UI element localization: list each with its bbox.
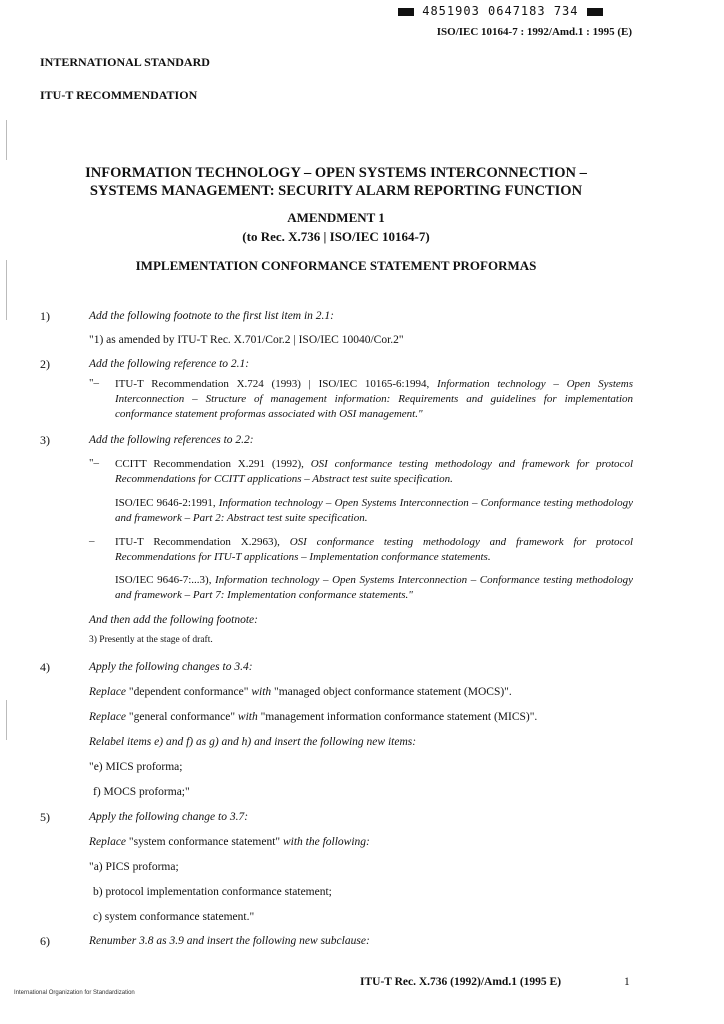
replace-old: "dependent conformance" (128, 686, 252, 698)
replace-word: Replace (89, 711, 129, 723)
replace-new: "managed object conformance statement (MOCS)". (274, 686, 512, 698)
item-5-a: "a) PICS proforma; (89, 861, 179, 873)
item-number-5: 5) (40, 810, 50, 824)
item-5-b: b) protocol implementation conformance statement; (93, 886, 332, 898)
item-2-reference (115, 377, 633, 422)
amendment-label: AMENDMENT 1 (287, 210, 385, 225)
title-line-1: INFORMATION TECHNOLOGY – OPEN SYSTEMS INTERCONNECTION – (85, 165, 587, 181)
item-3-reference-1 (115, 457, 633, 487)
barcode-block-right (587, 8, 603, 16)
item-1-instruction: Add the following footnote to the first list item in 2.1: (89, 310, 335, 322)
with-word: with (237, 711, 261, 723)
item-6-instruction: Renumber 3.8 as 3.9 and insert the following new subclause: (89, 935, 370, 947)
recommendation-label: ITU-T RECOMMENDATION (40, 88, 198, 102)
scan-edge-mark (6, 700, 7, 740)
ref-plain: ITU-T Recommendation X.2963), (115, 536, 290, 548)
item-4-new-e: "e) MICS proforma; (89, 761, 183, 773)
item-3-dash-2: – (89, 535, 95, 547)
ref-plain: ITU-T Recommendation X.724 (1993) | ISO/IEC 10165-6:1994, (115, 378, 438, 390)
subtitle: IMPLEMENTATION CONFORMANCE STATEMENT PROFORMAS (135, 258, 537, 273)
item-3-instruction: Add the following references to 2.2: (89, 434, 254, 446)
item-1-text: "1) as amended by ITU-T Rec. X.701/Cor.2 | ISO/IEC 10040/Cor.2" (89, 334, 404, 346)
amendment-target: (to Rec. X.736 | ISO/IEC 10164-7) (242, 229, 430, 244)
footer-reference: ITU-T Rec. X.736 (1992)/Amd.1 (1995 E) (360, 976, 562, 988)
item-number-3: 3) (40, 433, 50, 447)
scan-edge-mark (6, 120, 7, 160)
replace-old: "system conformance statement" (128, 836, 283, 848)
standard-label: INTERNATIONAL STANDARD (40, 55, 210, 69)
barcode-number: 4851903 0647183 734 (422, 4, 579, 18)
barcode (398, 4, 603, 18)
ref-plain: CCITT Recommendation X.291 (1992), (115, 458, 311, 470)
ref-italic: OSI conformance testing methodology and framework for protocol Recommendations for ITU-T applications – Implementation conformance statements. (115, 536, 633, 563)
ref-italic: Information technology – Open Systems Interconnection – Conformance testing methodology and framework – Part 7: Implementation conformance statements." (115, 574, 633, 601)
item-3-dash-1: "– (89, 457, 99, 469)
item-5-replace (89, 835, 634, 850)
item-4-new-f: f) MOCS proforma;" (93, 786, 190, 798)
organization-label: International Organization for Standardization (14, 990, 135, 996)
item-number-1: 1) (40, 309, 50, 323)
item-5-c: c) system conformance statement." (93, 911, 255, 923)
item-3-footnote: 3) Presently at the stage of draft. (89, 635, 213, 645)
ref-italic: Information technology – Open Systems Interconnection – Structure of management information: Requirements and guidelines for implementation conformance statement proformas associated with OSI management." (115, 378, 634, 420)
item-3-reference-2 (115, 496, 633, 526)
with-word: with (251, 686, 275, 698)
item-4-relabel: Relabel items e) and f) as g) and h) and insert the following new items: (89, 736, 417, 748)
item-2-instruction: Add the following reference to 2.1: (89, 358, 250, 370)
document-id: ISO/IEC 10164-7 : 1992/Amd.1 : 1995 (E) (436, 26, 632, 38)
item-5-instruction: Apply the following change to 3.7: (89, 811, 249, 823)
ref-plain: ISO/IEC 9646-2:1991, (115, 497, 219, 509)
with-word: with the following: (282, 836, 370, 848)
barcode-block-left (398, 8, 414, 16)
item-3-reference-3 (115, 535, 633, 565)
item-2-dash: "– (89, 377, 99, 389)
item-4-replace-2 (89, 710, 634, 725)
ref-italic: Information technology – Open Systems Interconnection – Conformance testing methodology and framework – Part 2: Abstract test suite specification. (115, 497, 633, 524)
replace-word: Replace (89, 686, 129, 698)
item-3-reference-4 (115, 573, 633, 603)
item-3-then: And then add the following footnote: (89, 614, 258, 626)
item-number-4: 4) (40, 660, 50, 674)
replace-new: "management information conformance statement (MICS)". (260, 711, 538, 723)
item-4-replace-1 (89, 685, 634, 700)
item-number-2: 2) (40, 357, 50, 371)
replace-word: Replace (89, 836, 129, 848)
title-line-2: SYSTEMS MANAGEMENT: SECURITY ALARM REPORTING FUNCTION (89, 183, 583, 199)
item-4-instruction: Apply the following changes to 3.4: (89, 661, 253, 673)
page-number: 1 (624, 976, 630, 988)
ref-italic: OSI conformance testing methodology and framework for protocol Recommendations for CCITT applications – Abstract test suite specification. (115, 458, 634, 485)
item-number-6: 6) (40, 934, 50, 948)
ref-plain: ISO/IEC 9646-7:...3), (115, 574, 216, 586)
replace-old: "general conformance" (128, 711, 238, 723)
